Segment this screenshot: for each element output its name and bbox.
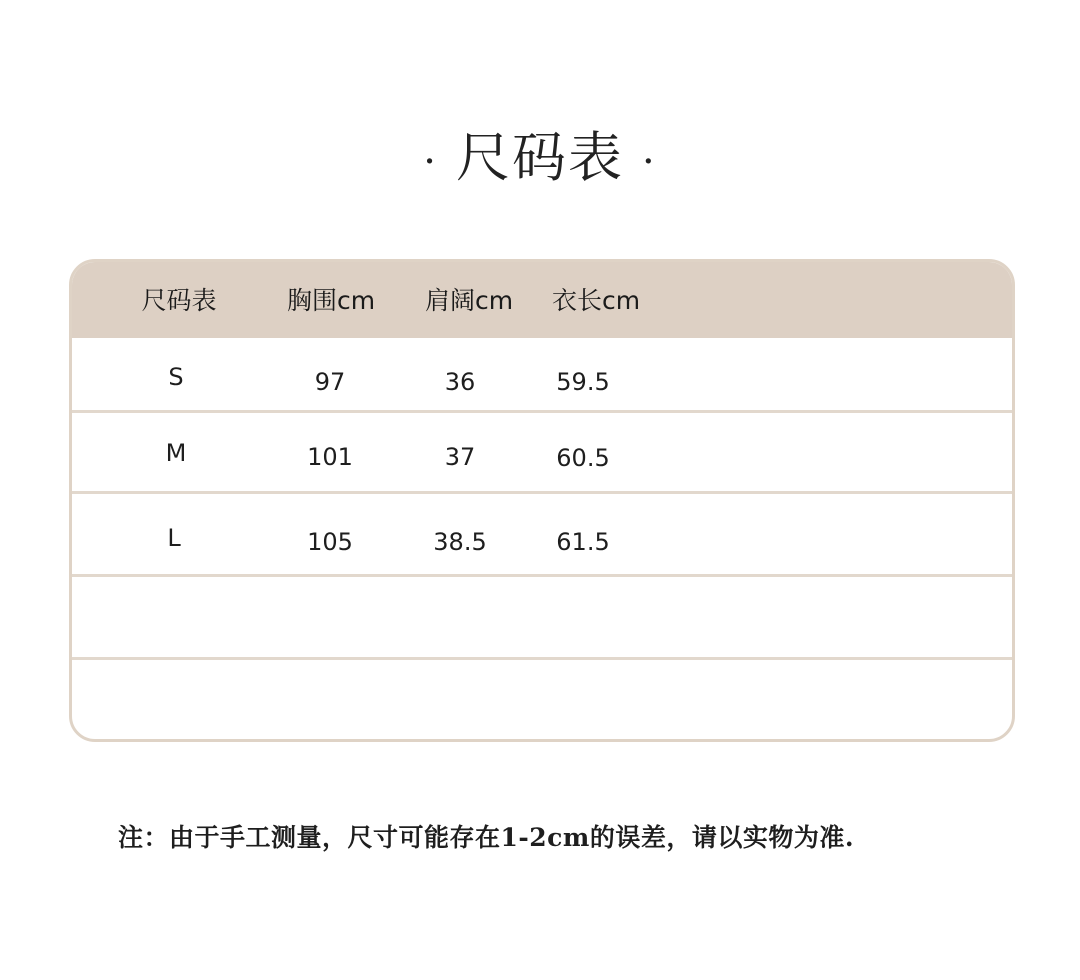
cell-length: 59.5 (556, 368, 610, 396)
cell-shoulder: 36 (444, 368, 476, 396)
table-header-row (72, 262, 1012, 338)
title-dot-left: · (423, 139, 438, 185)
note-text: 注：由于手工测量，尺寸可能存在1-2cm的误差，请以实物为准. (118, 823, 855, 852)
cell-shoulder: 38.5 (433, 528, 487, 556)
cell-size: L (167, 524, 181, 552)
cell-size: M (165, 439, 187, 467)
cell-shoulder: 37 (444, 443, 476, 471)
cell-chest: 97 (314, 368, 346, 396)
size-table (69, 259, 1015, 742)
cell-size: S (168, 363, 184, 391)
page-title (0, 118, 1080, 202)
header-shoulder: 肩阔cm (424, 286, 514, 315)
cell-chest: 105 (307, 528, 353, 556)
title-text: 尺码表 (456, 126, 624, 189)
cell-chest: 101 (307, 443, 353, 471)
header-size: 尺码表 (141, 286, 217, 315)
table-row (72, 413, 1012, 494)
cell-length: 60.5 (556, 444, 610, 472)
header-length: 衣长cm (551, 286, 641, 315)
title-dot-right: · (642, 139, 657, 185)
table-row (72, 338, 1012, 413)
table-row (72, 494, 1012, 577)
table-row-empty (72, 577, 1012, 660)
header-chest: 胸围cm (286, 286, 376, 315)
cell-length: 61.5 (556, 528, 610, 556)
